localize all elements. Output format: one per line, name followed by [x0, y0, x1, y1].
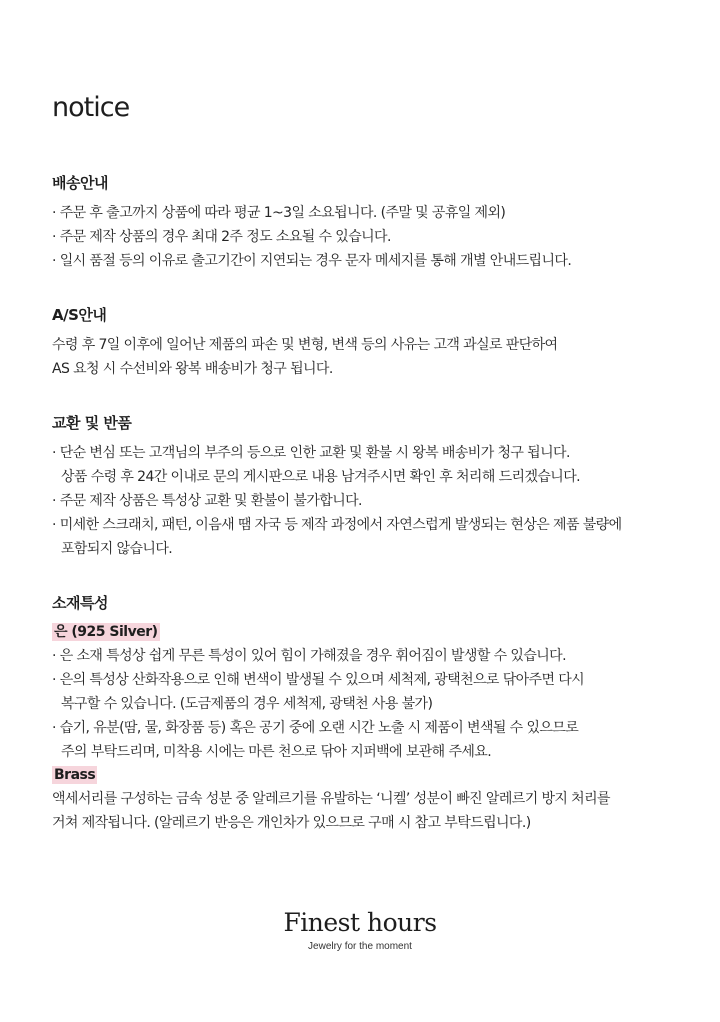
silver-lines [52, 644, 692, 764]
exchange-section [52, 412, 692, 561]
exchange-line: 포함되지 않습니다. [61, 541, 173, 557]
as-line: 수령 후 7일 이후에 일어난 제품의 파손 및 변형, 변색 등의 사유는 고객 과실로 판단하여 [52, 337, 558, 353]
silver-label: 은 (925 Silver) [54, 624, 158, 640]
silver-line: · 습기, 유분(땀, 물, 화장품 등) 혹은 공기 중에 오랜 시간 노출 시 제품이 변색될 수 있으므로 [52, 720, 579, 736]
shipping-line: · 주문 제작 상품의 경우 최대 2주 정도 소요될 수 있습니다. [52, 229, 391, 245]
brass-lines [52, 787, 692, 835]
material-section [52, 592, 692, 835]
brand-tagline: Jewelry for the moment [308, 941, 412, 952]
brand-logo [0, 908, 720, 954]
shipping-section [52, 172, 692, 273]
as-line: AS 요청 시 수선비와 왕복 배송비가 청구 됩니다. [52, 361, 333, 377]
exchange-heading: 교환 및 반품 [52, 414, 132, 432]
material-heading: 소재특성 [52, 594, 108, 612]
exchange-line: · 미세한 스크래치, 패턴, 이음새 땜 자국 등 제작 과정에서 자연스럽게 발생되는 현상은 제품 불량에 [52, 517, 622, 533]
silver-line: · 은의 특성상 산화작용으로 인해 변색이 발생될 수 있으며 세척제, 광택천으로 닦아주면 다시 [52, 672, 585, 688]
shipping-line: · 주문 후 출고까지 상품에 따라 평균 1~3일 소요됩니다. (주말 및 공휴일 제외) [52, 205, 506, 221]
as-section [52, 304, 692, 381]
silver-line: 복구할 수 있습니다. (도금제품의 경우 세척제, 광택천 사용 불가) [61, 696, 433, 712]
silver-line: · 은 소재 특성상 쉽게 무른 특성이 있어 힘이 가해졌을 경우 휘어짐이 발생할 수 있습니다. [52, 648, 566, 664]
as-heading: A/S안내 [52, 306, 107, 324]
brass-line: 거쳐 제작됩니다. (알레르기 반응은 개인차가 있으므로 구매 시 참고 부탁드립니다.) [52, 815, 531, 831]
page-title: notice [52, 92, 130, 123]
brand-name: Finest hours [283, 908, 437, 937]
silver-line: 주의 부탁드리며, 미착용 시에는 마른 천으로 닦아 지퍼백에 보관해 주세요. [61, 744, 492, 760]
brass-line: 액세서리를 구성하는 금속 성분 중 알레르기를 유발하는 ‘니켈’ 성분이 빠진 알레르기 방지 처리를 [52, 791, 610, 807]
exchange-line: · 단순 변심 또는 고객님의 부주의 등으로 인한 교환 및 환불 시 왕복 배송비가 청구 됩니다. [52, 445, 570, 461]
shipping-heading: 배송안내 [52, 174, 108, 192]
exchange-lines [52, 441, 692, 561]
exchange-line: 상품 수령 후 24간 이내로 문의 게시판으로 내용 남겨주시면 확인 후 처리해 드리겠습니다. [61, 469, 581, 485]
shipping-lines [52, 201, 692, 273]
shipping-line: · 일시 품절 등의 이유로 출고기간이 지연되는 경우 문자 메세지를 통해 개별 안내드립니다. [52, 253, 572, 269]
exchange-line: · 주문 제작 상품은 특성상 교환 및 환불이 불가합니다. [52, 493, 362, 509]
as-lines [52, 333, 692, 381]
brass-label: Brass [54, 767, 96, 783]
